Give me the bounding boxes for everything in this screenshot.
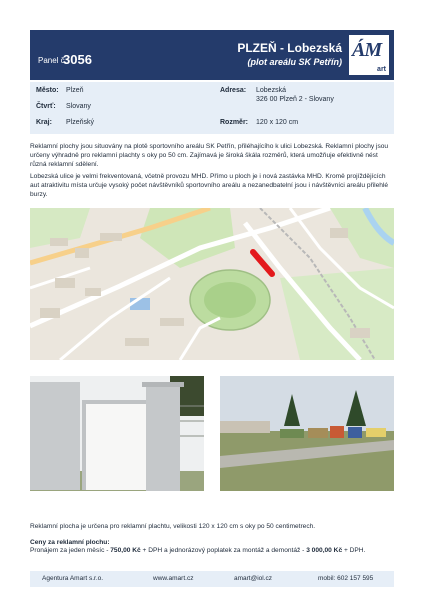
location-photo-graphic: [220, 376, 394, 491]
header-bar: [30, 30, 394, 80]
location-map: [30, 208, 394, 360]
description-paragraph-2: Lobezská ulice je velmi frekventovaná, včetně provozu MHD. Přímo u ploch je i nová zastávka MHD. Kromě projíždějících aut atraktivitu místa určuje vysoký počet návštěvníků sportovního areálu a nezanedbatelní jsou i návštěvníci areálu přilehlé burzy.: [30, 173, 389, 198]
page-title: PLZEŇ - Lobezská: [237, 41, 342, 55]
city-label: Město:: [36, 87, 59, 94]
one-time-fee: 3 000,00 Kč: [306, 547, 343, 554]
price-suffix: + DPH.: [342, 547, 366, 554]
billboard-spec-text: Reklamní plocha je určena pro reklamní plachtu, velikosti 120 x 120 cm s oky po 50 centimetrech.: [30, 523, 316, 530]
page-subtitle: (plot areálu SK Petřín): [247, 57, 342, 67]
email-link[interactable]: amart@iol.cz: [234, 575, 273, 582]
price-mid: + DPH a jednorázový poplatek za montáž a demontáž -: [140, 547, 307, 554]
city-value: Plzeň: [66, 87, 84, 94]
footer-bar: [30, 571, 394, 587]
address-label: Adresa:: [220, 87, 247, 94]
district-label: Čtvrť:: [36, 103, 56, 110]
region-label: Kraj:: [36, 119, 52, 126]
location-photo: [220, 376, 394, 491]
company-name: Agentura Amart s.r.o.: [42, 575, 104, 582]
monthly-price: 750,00 Kč: [110, 547, 141, 554]
info-panel: [30, 82, 394, 134]
logo-subtext: art: [377, 66, 386, 73]
district-value: Slovany: [66, 103, 91, 110]
address-line2: 326 00 Plzeň 2 - Slovany: [256, 96, 334, 103]
logo-text: ÁM: [352, 39, 382, 61]
billboard-photo-graphic: [30, 376, 204, 491]
description-paragraph-1: Reklamní plochy jsou situovány na plotě sportovního areálu SK Petřín, přiléhajícího k ulici Lobezská. Reklamní plochy jsou určeny výhradně pro reklamní plachty s oky po 50 cm. Zajímavá je široká škála rozměrů, která umožňuje efektivně nést různá reklamní sdělení.: [30, 143, 389, 168]
panel-label: Panel č.:: [38, 56, 70, 65]
size-label: Rozměr:: [220, 119, 249, 126]
address-line1: Lobezská: [256, 87, 286, 94]
size-value: 120 x 120 cm: [256, 119, 299, 126]
billboard-photo: [30, 376, 204, 491]
panel-number: 3056: [63, 52, 92, 67]
map-graphic: [30, 208, 394, 360]
prices-heading: Ceny za reklamní plochu:: [30, 539, 110, 546]
price-prefix: Pronájem za jeden měsíc -: [30, 547, 111, 554]
prices-line: [30, 546, 394, 555]
website-link[interactable]: www.amart.cz: [153, 575, 194, 582]
amart-logo: [348, 34, 390, 76]
phone-number: mobil: 602 157 595: [318, 575, 374, 582]
region-value: Plzeňský: [66, 119, 95, 126]
